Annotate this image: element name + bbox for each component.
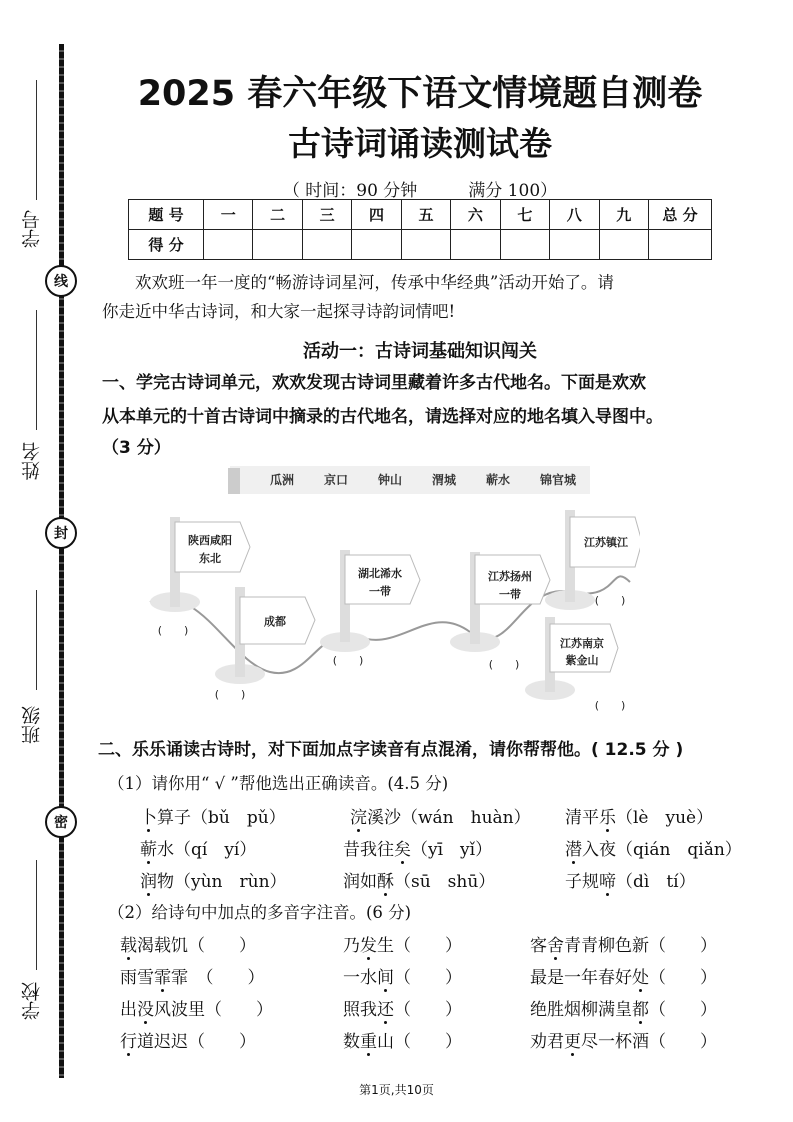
polyphone-item[interactable]: 一水间（ ） [343,968,462,988]
place-word: 蕲水 [485,473,511,487]
score-header: 一 [204,200,253,230]
binding-line [59,44,64,1078]
score-cell[interactable] [550,230,599,260]
score-header: 八 [550,200,599,230]
page-subtitle: 古诗词诵读测试卷 [288,124,552,163]
polyphone-item[interactable]: 绝胜烟柳满皇都（ ） [530,1000,717,1020]
score-row-label: 得 分 [129,230,204,260]
score-header: 七 [500,200,549,230]
score-header: 三 [302,200,351,230]
answer-blank[interactable]: ( ) [488,658,520,671]
pinyin-choice[interactable]: 子规啼（dì tí） [565,872,696,892]
polyphone-item[interactable]: 雨雪霏霏 （ ） [120,968,265,988]
seal-feng: 封 [45,517,77,549]
place-word: 瓜洲 [269,473,295,487]
place-name-map [140,462,640,722]
answer-blank[interactable]: ( ) [594,699,626,712]
score-cell[interactable] [599,230,649,260]
answer-blank[interactable]: ( ) [332,654,364,667]
question-1-line: 从本单元的十首古诗词中摘录的古代地名，请选择对应的地名填入导图中。 [102,407,663,427]
question-1-line: （3 分） [102,438,171,458]
side-label-student-id: 学号 [21,210,43,248]
sign-text: 一带 [499,588,521,601]
seal-xian: 线 [45,265,77,297]
sign-text: 一带 [369,585,391,598]
side-rule [36,590,37,690]
side-label-class: 班级 [21,706,43,744]
score-cell[interactable] [500,230,549,260]
banner-pole [228,468,240,494]
sign-text: 成都 [264,615,286,628]
polyphone-item[interactable]: 数重山（ ） [343,1032,462,1052]
sign-text: 江苏镇江 [584,536,628,549]
pinyin-choice[interactable]: 浣溪沙（wán huàn） [350,808,531,828]
place-word: 锦官城 [539,473,577,487]
answer-blank[interactable]: ( ) [594,594,626,607]
place-word: 京口 [323,473,349,487]
polyphone-item[interactable]: 照我还（ ） [343,1000,462,1020]
sign-text: 紫金山 [565,654,599,667]
place-word: 钟山 [377,473,403,487]
sign-text: 江苏扬州 [488,570,532,583]
score-header: 二 [253,200,302,230]
score-cell[interactable] [401,230,450,260]
side-label-school: 学校 [21,982,43,1020]
score-cell[interactable] [302,230,351,260]
pinyin-choice[interactable]: 卜算子（bǔ pǔ） [140,808,286,828]
pinyin-choice[interactable]: 昔我往矣（yī yǐ） [343,840,493,860]
side-rule [36,80,37,200]
side-rule [36,860,37,970]
score-cell[interactable] [253,230,302,260]
score-cell[interactable] [204,230,253,260]
sign-text: 湖北浠水 [358,567,402,580]
sign-text: 江苏南京 [560,637,604,650]
question-2-sub1: （1）请你用“ √ ”帮他选出正确读音。(4.5 分) [108,774,449,793]
question-2-title: 二、乐乐诵读古诗时，对下面加点字读音有点混淆，请你帮帮他。( 12.5 分 ) [98,740,684,760]
score-header: 题 号 [129,200,204,230]
polyphone-item[interactable]: 乃发生（ ） [343,936,462,956]
score-cell[interactable] [649,230,712,260]
polyphone-item[interactable]: 载渴载饥（ ） [120,936,256,956]
side-rule [36,310,37,430]
place-word: 渭城 [431,473,457,487]
score-header: 六 [451,200,500,230]
answer-blank[interactable]: ( ) [214,688,246,701]
pinyin-choice[interactable]: 潜入夜（qián qiǎn） [565,840,742,860]
score-header: 总 分 [649,200,712,230]
page-footer: 第1页,共10页 [359,1083,434,1097]
polyphone-item[interactable]: 最是一年春好处（ ） [530,968,717,988]
page-title: 2025 春六年级下语文情境题自测卷 [137,74,703,114]
score-header: 五 [401,200,450,230]
time-info: （ 时间：90 分钟 满分 100） [282,181,558,201]
answer-blank[interactable]: ( ) [157,624,189,637]
sign-text: 东北 [199,552,221,565]
pinyin-choice[interactable]: 润物（yùn rùn） [140,872,287,892]
polyphone-item[interactable]: 行道迟迟（ ） [120,1032,256,1052]
pinyin-choice[interactable]: 清平乐（lè yuè） [565,808,714,828]
seal-mi: 密 [45,806,77,838]
activity-heading: 活动一：古诗词基础知识闯关 [303,341,537,362]
score-table [128,199,712,260]
polyphone-item[interactable]: 劝君更尽一杯酒（ ） [530,1032,717,1052]
score-header: 四 [352,200,401,230]
score-cell[interactable] [352,230,401,260]
sign-text: 陕西咸阳 [188,534,232,547]
intro-line: 你走近中华古诗词，和大家一起探寻诗韵词情吧! [102,302,456,321]
pinyin-choice[interactable]: 蕲水（qí yí） [140,840,257,860]
question-1-line: 一、学完古诗词单元，欢欢发现古诗词里藏着许多古代地名。下面是欢欢 [102,373,646,393]
score-header: 九 [599,200,649,230]
polyphone-item[interactable]: 出没风波里（ ） [120,1000,273,1020]
polyphone-item[interactable]: 客舍青青柳色新（ ） [530,936,717,956]
intro-line: 欢欢班一年一度的“畅游诗词星河，传承中华经典”活动开始了。请 [102,273,614,292]
pinyin-choice[interactable]: 润如酥（sū shū） [343,872,496,892]
score-cell[interactable] [451,230,500,260]
question-2-sub2: （2）给诗句中加点的多音字注音。(6 分) [108,903,412,922]
side-label-name: 姓名 [21,442,43,480]
